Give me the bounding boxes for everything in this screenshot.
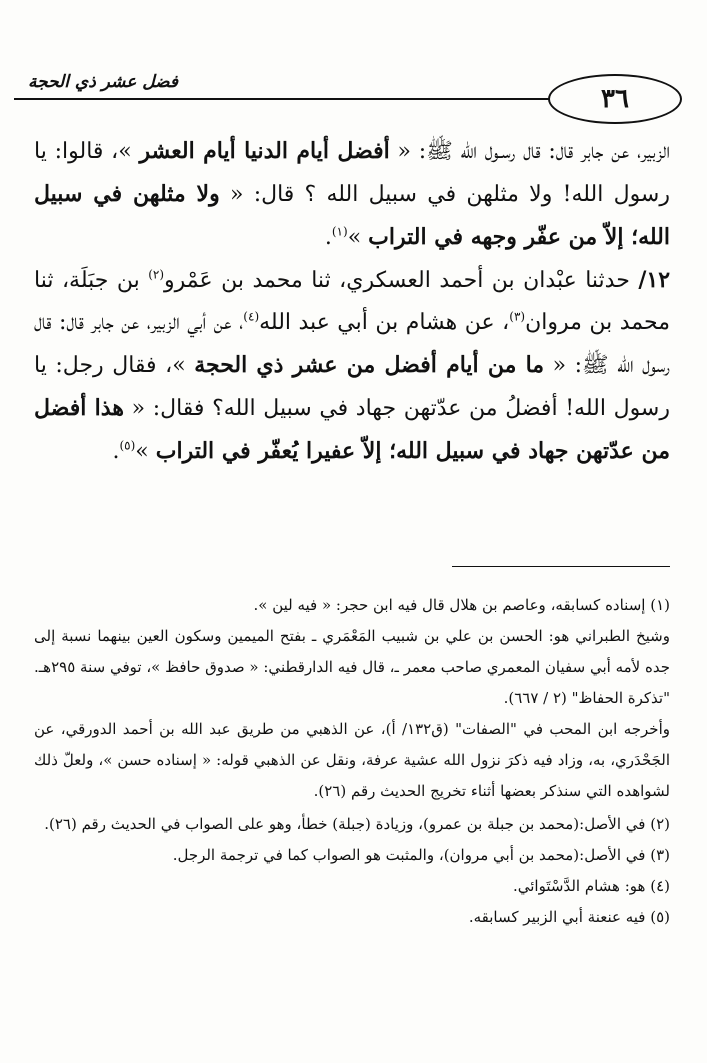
p2-text-c: ، عن هشام بن أبي عبد الله (259, 310, 510, 335)
p2-bold-hadith-a: ما من أيام أفضل من عشر ذي الحجة (194, 352, 545, 378)
p2-text-a: حدثنا عبْدان بن أحمد العسكري، ثنا محمد بن عَمْرو (164, 268, 639, 293)
p2-text-h: » (135, 439, 156, 464)
page-number-text: ٣٦ (601, 84, 629, 114)
paragraph-2 (34, 259, 670, 473)
hadith-number: ١٢/ (638, 267, 671, 293)
footnotes (34, 590, 670, 933)
footnote-4: (٤) هو: هشام الدَّسْتَوائي. (512, 877, 670, 895)
running-title: فضل عشر ذي الحجة (28, 72, 179, 92)
p1-text-a: الزبير، عن جابر قال: قال رسـول الله ﷺ: « (389, 139, 670, 164)
footnote-3: (٣) في الأصل:(محمد بن أبي مروان)، والمثبت هو الصواب كما في ترجمة الرجل. (172, 846, 670, 864)
footnote-ref-5: (٥) (119, 438, 136, 453)
footnote-1b: وشيخ الطبراني هو: الحسن بن علي بن شبيب المَعْمَري ـ بفتح الميمين وسكون العين بينهما نسبة إلى جده لأمه أبي سفيان المعمري صاحب معمر ـ، قال فيه الدارقطني: « صدوق حافظ »، توفي سنة ٢٩٥هـ. "تذكرة الحفاظ" (٢ / ٦٦٧). (34, 627, 670, 707)
p1-bold-hadith-b: ولا مثلهن في سبيل الله؛ إلاّ من عفّر وجهه في التراب (34, 181, 670, 250)
p2-text-f: »، فقال رجل: يا رسول الله! أفضلُ من عدّتهن جهاد في سبيل الله؟ فقال: « (34, 353, 670, 421)
header-rule (14, 98, 561, 100)
p1-text-c: »، قالوا: يا رسول الله! ولا مثلهن في سبيل الله ؟ قال: « (34, 139, 670, 207)
footnote-ref-2: (٢) (148, 267, 165, 282)
p2-end: . (112, 439, 120, 464)
p1-bold-hadith-a: أفضل أيام الدنيا أيام العشر (139, 138, 390, 164)
footnote-divider (452, 566, 670, 567)
footnote-ref-1: (١) (331, 224, 348, 239)
footnote-2: (٢) في الأصل:(محمد بن جبلة بن عمرو)، وزيادة (جبلة) خطأ، وهو على الصواب في الحديث رقم (٢٦). (44, 815, 670, 833)
footnote-ref-4: (٤) (243, 309, 260, 324)
main-text (34, 130, 670, 473)
footnote-5: (٥) فيه عنعنة أبي الزبير كسابقه. (468, 908, 670, 926)
footnote-1c: وأخرجه ابن المحب في "الصفات" (ق١٣٢/ أ)، عن الذهبي من طريق عبد الله بن أحمد الدورقي، عن الجَحْدَري، به، وزاد فيه ذكرَ نزول الله عشية عرفة، ونقل عن الذهبي قوله: « إسناده حسن »، ولعلّ ذلك لشواهده التي سنذكر بعضها أثناء تخريج الحديث رقم (٢٦). (34, 720, 670, 800)
page-number (548, 74, 682, 124)
paragraph-1 (34, 130, 670, 259)
footnote-ref-3: (٣) (509, 309, 526, 324)
p1-text-e: » (347, 225, 369, 250)
p2-text-b: بن جبَلَة، ثنا محمد بن مروان (34, 268, 670, 335)
p1-end: . (324, 225, 332, 250)
p2-text-d: ، عن أبي الزبير، عن جابر قال: قال رسول الله ﷺ: « (34, 310, 670, 378)
p2-bold-hadith-b: هذا أفضل من عدّتهن جهاد في سبيل الله؛ إلاّ عفيرا يُعفّر في التراب (34, 395, 670, 464)
footnote-1a: (١) إسناده كسابقه، وعاصم بن هلال قال فيه ابن حجر: « فيه لين ». (253, 596, 670, 614)
